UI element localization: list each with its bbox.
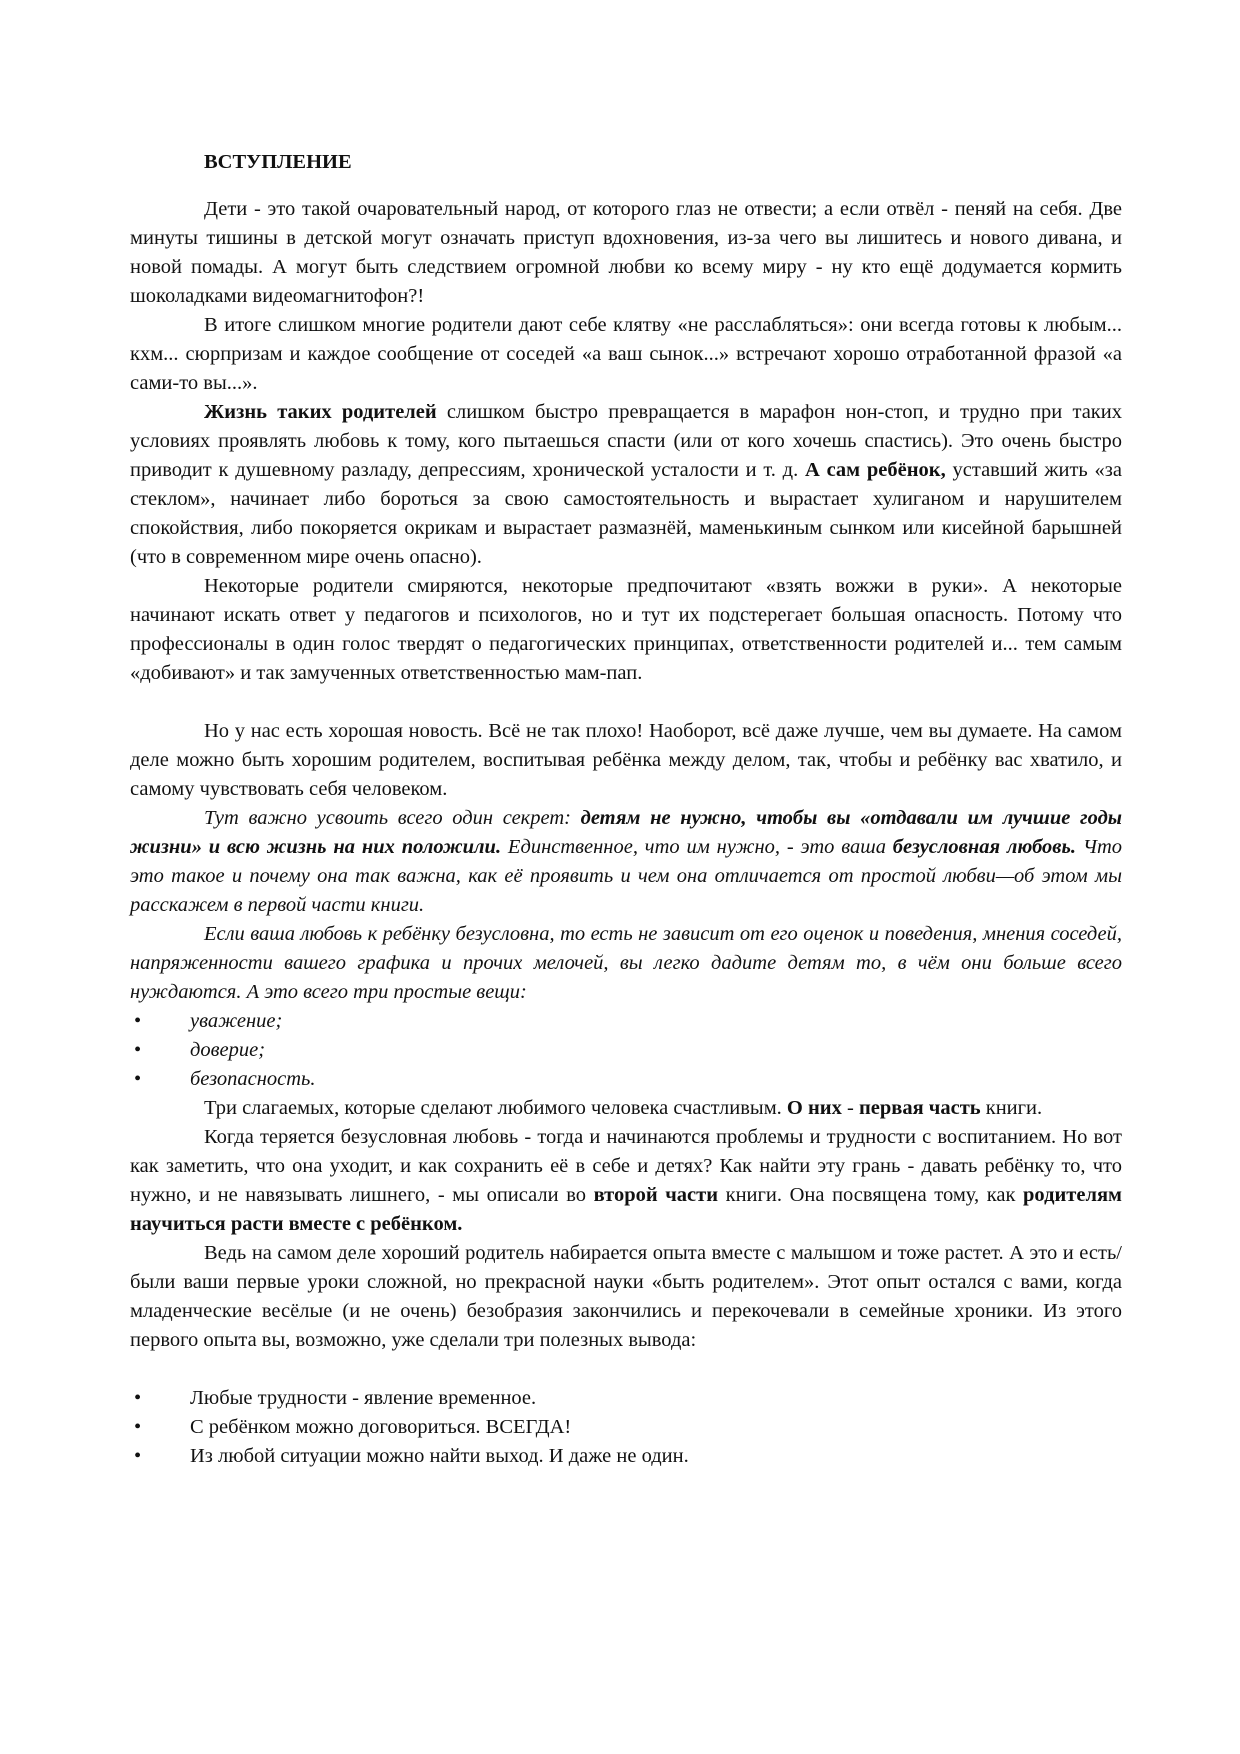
paragraph-gap bbox=[130, 1355, 1122, 1384]
section-heading: ВСТУПЛЕНИЕ bbox=[204, 151, 352, 173]
list-item bbox=[130, 1442, 1122, 1471]
list-item bbox=[130, 1384, 1122, 1413]
list-item bbox=[130, 1007, 1122, 1036]
paragraph-8 bbox=[130, 1094, 1122, 1123]
text-run: Когда теряется безусловная любовь - тогда и начинаются проблемы и трудности с воспитанием. Но вот как заметить, что она уходит, и как сохранить её в себе и детях? Как найти эту грань - давать ребёнку то, что нужно, и не навязывать лишнего, - мы описали во bbox=[130, 1126, 1122, 1206]
list-item-text: С ребёнком можно договориться. ВСЕГДА! bbox=[190, 1416, 572, 1438]
bold-phrase: О них bbox=[786, 1097, 842, 1119]
list-item-text: доверие; bbox=[190, 1039, 266, 1061]
bold-phrase: второй части bbox=[593, 1184, 719, 1206]
paragraph-6 bbox=[130, 804, 1122, 920]
text-run: Тут важно усвоить всего один секрет: bbox=[204, 807, 581, 829]
paragraph-3 bbox=[130, 398, 1122, 572]
paragraph-gap bbox=[130, 688, 1122, 717]
bold-phrase: безусловная любовь. bbox=[892, 836, 1076, 858]
paragraph-9 bbox=[130, 1123, 1122, 1239]
bold-phrase: А сам ребёнок, bbox=[805, 459, 946, 481]
paragraph-5: Но у нас есть хорошая новость. Всё не так плохо! Наоборот, всё даже лучше, чем вы думаете. На самом деле можно быть хорошим родителем, воспитывая ребёнка между делом, так, чтобы и ребёнку вас хватило, и самому чувствовать себя человеком. bbox=[130, 720, 1122, 800]
list-item-text: уважение; bbox=[190, 1010, 283, 1032]
paragraph-4: Некоторые родители смиряются, некоторые предпочитают «взять вожжи в руки». А некоторые начинают искать ответ у педагогов и психологов, но и тут их подстерегает большая опасность. Потому что профессионалы в один голос твердят о педагогических принципах, ответственности родителей и... тем самым «добивают» и так замученных ответственностью мам-пап. bbox=[130, 575, 1122, 684]
bullet-icon: • bbox=[134, 1445, 142, 1467]
paragraph-10: Ведь на самом деле хороший родитель набирается опыта вместе с малышом и тоже растет. А это и есть/были ваши первые уроки сложной, но прекрасной науки «быть родителем». Этот опыт остался с вами, когда младенческие весёлые (и не очень) безобразия закончились и перекочевали в семейные хроники. Из этого первого опыта вы, возможно, уже сделали три полезных вывода: bbox=[130, 1242, 1122, 1351]
list-item bbox=[130, 1036, 1122, 1065]
text-run: книги. Она посвящена тому, как bbox=[718, 1184, 1024, 1206]
list-item bbox=[130, 1065, 1122, 1094]
text-run: Единственное, что им нужно, - это ваша bbox=[501, 836, 893, 858]
text-run: книги. bbox=[980, 1097, 1043, 1119]
text-run: Три слагаемых, которые сделают любимого человека счастливым. bbox=[204, 1097, 787, 1119]
bold-phrase: Жизнь таких родителей bbox=[204, 401, 437, 423]
list-item bbox=[130, 1413, 1122, 1442]
list-item-text: безопасность. bbox=[190, 1068, 316, 1090]
bullet-icon: • bbox=[134, 1010, 142, 1032]
paragraph-1: Дети - это такой очаровательный народ, от которого глаз не отвести; а если отвёл - пеняй на себя. Две минуты тишины в детской могут означать приступ вдохновения, из-за чего вы лишитесь и нового дивана, и новой помады. А могут быть следствием огромной любви ко всему миру - ну кто ещё додумается кормить шоколадками видеомагнитофон?! bbox=[130, 198, 1122, 307]
bold-phrase: первая часть bbox=[858, 1097, 981, 1119]
list-item-text: Любые трудности - явление временное. bbox=[190, 1387, 537, 1409]
bold-phrase: родителям научиться расти вместе с ребёнком. bbox=[130, 1184, 1122, 1235]
text-run: уставший жить «за стеклом», начинает либо бороться за свою самостоятельность и вырастает хулиганом и нарушителем спокойствия, либо покоряется окрикам и вырастает размазнёй, маменькиным сынком или кисейной барышней (что в современном мире очень опасно). bbox=[130, 459, 1122, 568]
paragraph-7: Если ваша любовь к ребёнку безусловна, то есть не зависит от его оценок и поведения, мнения соседей, напряженности вашего графика и прочих мелочей, вы легко дадите детям то, в чём они больше всего нуждаются. А это всего три простые вещи: bbox=[130, 923, 1122, 1003]
paragraph-2: В итоге слишком многие родители дают себе клятву «не расслабляться»: они всегда готовы к любым... кхм... сюрпризам и каждое сообщение от соседей «а ваш сынок...» встречают хорошо отработанной фразой «а сами-то вы...». bbox=[130, 314, 1122, 394]
document-page bbox=[130, 148, 1122, 1471]
bullet-icon: • bbox=[134, 1416, 142, 1438]
text-run: - bbox=[841, 1097, 859, 1119]
bullet-icon: • bbox=[134, 1068, 142, 1090]
bullet-icon: • bbox=[134, 1039, 142, 1061]
bold-phrase: детям не нужно, чтобы вы «отдавали им лучшие годы жизни» и всю жизнь на них положили. bbox=[130, 807, 1122, 858]
bullet-icon: • bbox=[134, 1387, 142, 1409]
list-item-text: Из любой ситуации можно найти выход. И даже не один. bbox=[190, 1445, 689, 1467]
bullet-list-needs bbox=[130, 1007, 1122, 1094]
text-run: Что это такое и почему она так важна, как её проявить и чем она отличается от простой любви—об этом мы расскажем в первой части книги. bbox=[130, 836, 1122, 916]
text-run: слишком быстро превращается в марафон нон-стоп, и трудно при таких условиях проявлять любовь к тому, кого пытаешься спасти (или от кого хочешь спастись). Это очень быстро приводит к душевному разладу, депрессиям, хронической усталости и т. д. bbox=[130, 401, 1122, 481]
bullet-list-conclusions bbox=[130, 1384, 1122, 1471]
